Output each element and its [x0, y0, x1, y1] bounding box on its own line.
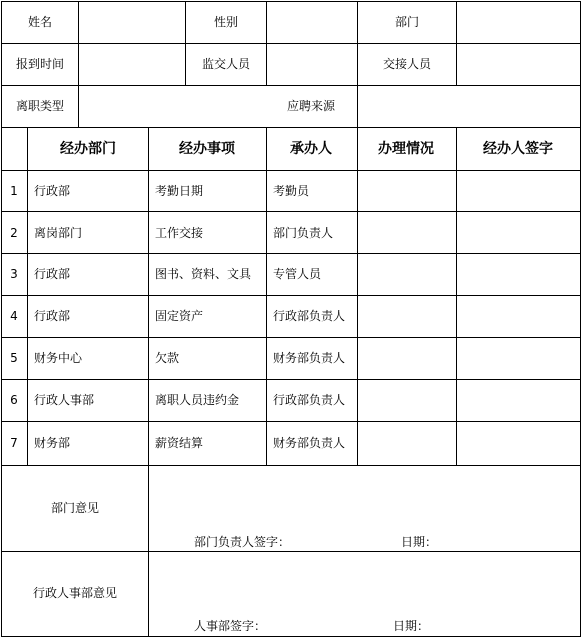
- row-number: 6: [10, 393, 18, 407]
- row-item: 图书、资料、文具: [155, 267, 252, 281]
- dept-opinion-area[interactable]: [149, 466, 580, 530]
- recruit-source-label: 应聘来源: [287, 99, 336, 113]
- handover-supervisor-value-cell[interactable]: [267, 44, 357, 85]
- status-cell[interactable]: [358, 338, 456, 379]
- row-dept: 行政人事部: [34, 393, 95, 407]
- row-number: 3: [10, 267, 18, 281]
- status-cell[interactable]: [358, 296, 456, 337]
- name-label: 姓名: [27, 15, 53, 29]
- row-item: 欠款: [155, 351, 180, 365]
- signature-cell[interactable]: [457, 338, 580, 379]
- grid-line: [357, 1, 358, 85]
- column-header-status: 办理情况: [378, 141, 434, 157]
- dept-opinion-label: 部门意见: [50, 501, 100, 515]
- report-time-label: 报到时间: [15, 57, 65, 71]
- row-handler: 财务部负责人: [273, 351, 346, 365]
- signature-cell[interactable]: [457, 212, 580, 253]
- row-item: 工作交接: [155, 226, 204, 240]
- row-handler: 财务部负责人: [273, 436, 346, 450]
- row-handler: 考勤员: [273, 184, 310, 198]
- row-number: 7: [10, 436, 18, 450]
- status-cell[interactable]: [358, 380, 456, 421]
- status-cell[interactable]: [358, 254, 456, 295]
- row-dept: 行政部: [34, 184, 71, 198]
- name-value-cell[interactable]: [79, 2, 185, 43]
- report-time-value-cell[interactable]: [79, 44, 185, 85]
- department-label: 部门: [394, 15, 420, 29]
- hr-opinion-area[interactable]: [149, 552, 580, 615]
- column-header-item: 经办事项: [179, 141, 235, 157]
- status-cell[interactable]: [358, 212, 456, 253]
- receiver-label: 交接人员: [382, 57, 432, 71]
- row-handler: 行政部负责人: [273, 393, 346, 407]
- row-dept: 离岗部门: [34, 226, 83, 240]
- signature-cell[interactable]: [457, 171, 580, 211]
- department-value-cell[interactable]: [457, 2, 580, 43]
- hr-sign-label: 人事部签字：: [194, 619, 267, 633]
- row-number: 4: [10, 309, 18, 323]
- receiver-value-cell[interactable]: [457, 44, 580, 85]
- row-item: 离职人员违约金: [155, 393, 240, 407]
- grid-line: [148, 127, 149, 465]
- row-item: 固定资产: [155, 309, 204, 323]
- recruit-source-value-cell[interactable]: [358, 86, 580, 127]
- row-number: 2: [10, 226, 18, 240]
- row-number: 5: [10, 351, 18, 365]
- column-header-handler: 承办人: [290, 141, 332, 157]
- gender-value-cell[interactable]: [267, 2, 357, 43]
- grid-line: [1, 1, 2, 637]
- resignation-type-value-cell[interactable]: [79, 86, 279, 127]
- row-dept: 行政部: [34, 309, 71, 323]
- signature-cell[interactable]: [457, 296, 580, 337]
- gender-label: 性别: [213, 15, 239, 29]
- dept-sign-label: 部门负责人签字：: [194, 535, 291, 549]
- row-dept: 财务部: [34, 436, 71, 450]
- hr-date-label: 日期：: [393, 619, 430, 633]
- grid-line: [266, 127, 267, 465]
- handover-supervisor-label: 监交人员: [201, 57, 251, 71]
- signature-cell[interactable]: [457, 422, 580, 465]
- status-cell[interactable]: [358, 171, 456, 211]
- row-handler: 部门负责人: [273, 226, 334, 240]
- hr-opinion-label: 行政人事部意见: [32, 586, 118, 600]
- row-handler: 行政部负责人: [273, 309, 346, 323]
- grid-line: [27, 127, 28, 465]
- grid-line: [1, 127, 581, 128]
- row-handler: 专管人员: [273, 267, 322, 281]
- column-header-dept: 经办部门: [60, 141, 116, 157]
- status-cell[interactable]: [358, 422, 456, 465]
- dept-date-label: 日期：: [401, 535, 438, 549]
- row-item: 薪资结算: [155, 436, 204, 450]
- row-item: 考勤日期: [155, 184, 204, 198]
- row-number: 1: [10, 184, 18, 198]
- row-dept: 行政部: [34, 267, 71, 281]
- resignation-type-label: 离职类型: [15, 99, 65, 113]
- column-header-signature: 经办人签字: [483, 141, 553, 157]
- signature-cell[interactable]: [457, 380, 580, 421]
- signature-cell[interactable]: [457, 254, 580, 295]
- grid-line: [185, 1, 186, 85]
- row-dept: 财务中心: [34, 351, 83, 365]
